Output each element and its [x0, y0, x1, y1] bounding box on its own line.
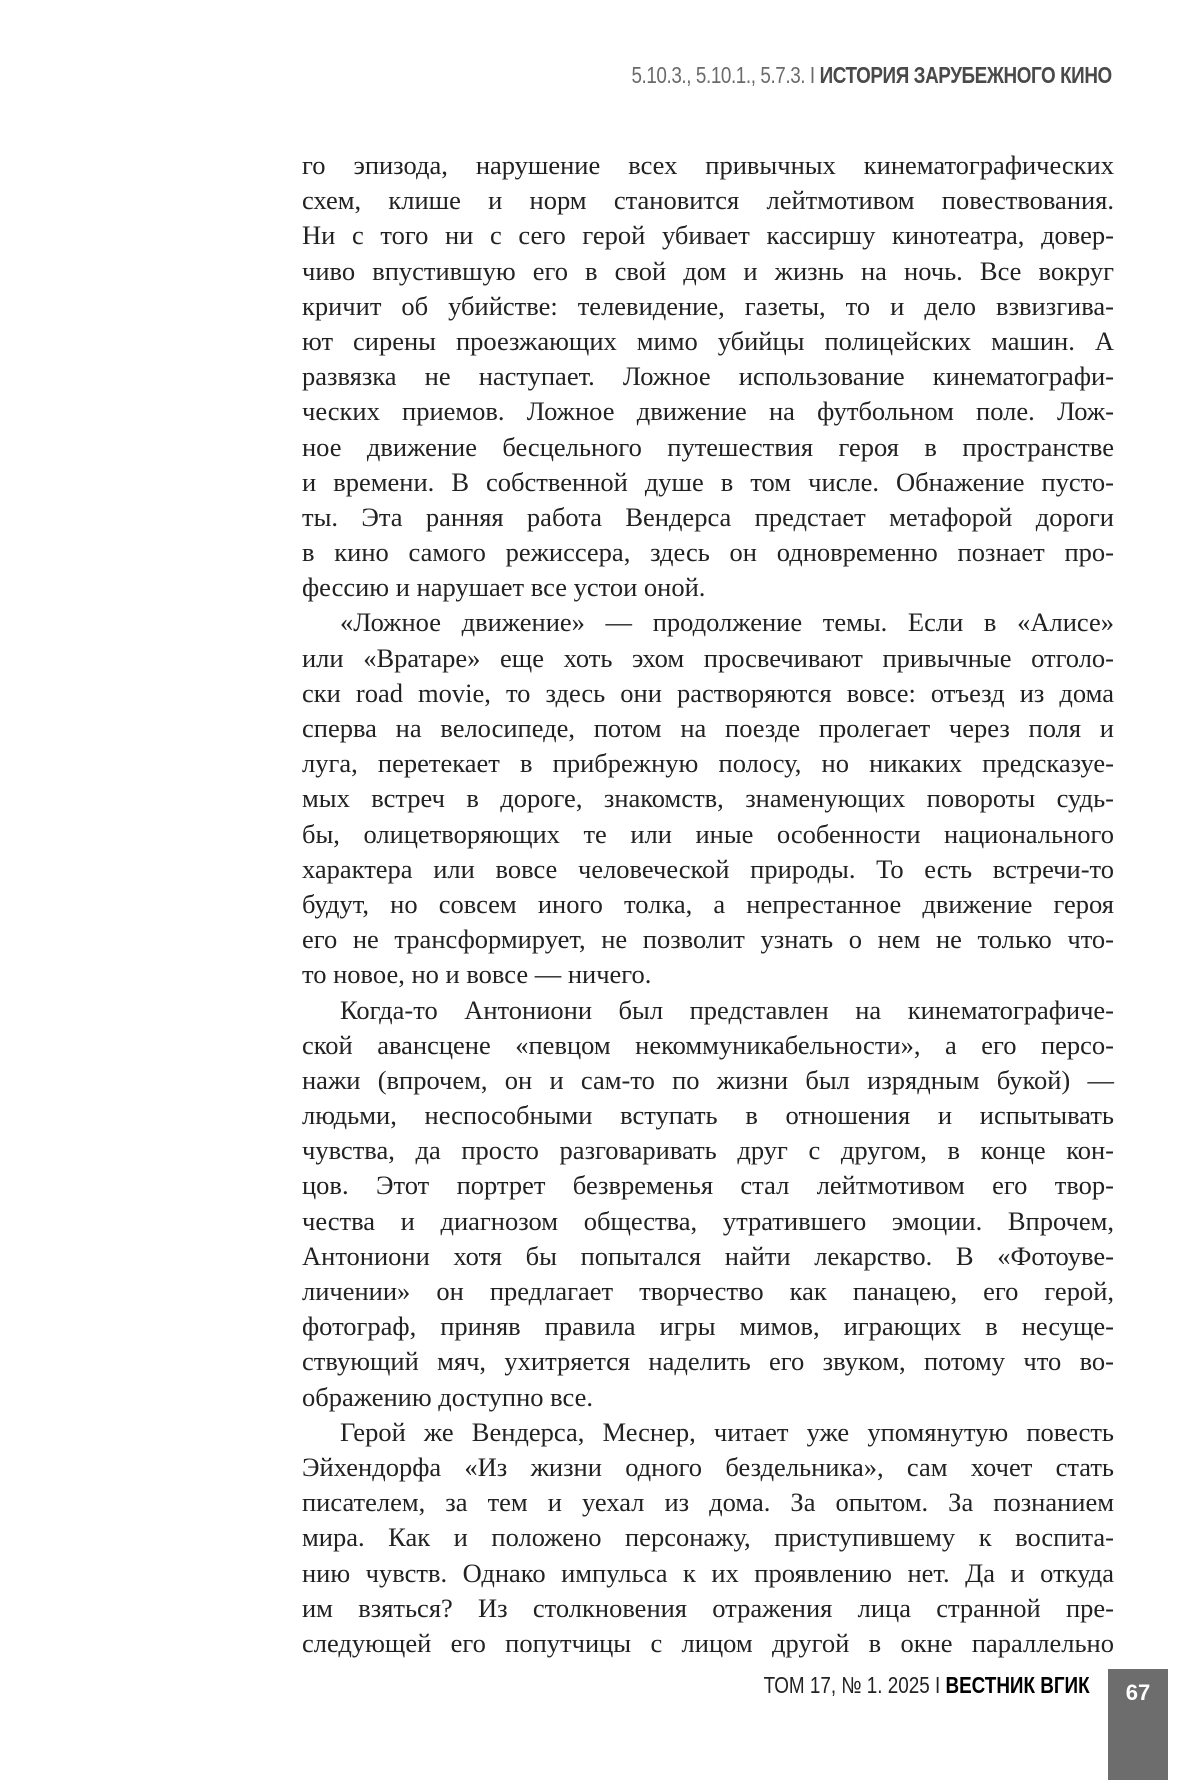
text-line: Герой же Вендерса, Меснер, читает уже упомянутую повесть	[302, 1415, 1114, 1450]
text-line: ски road movie, то здесь они растворяются вовсе: отъезд из дома	[302, 676, 1114, 711]
text-line: ют сирены проезжающих мимо убийцы полицейских машин. А	[302, 324, 1114, 359]
text-line: в кино самого режиссера, здесь он одновременно познает про-	[302, 535, 1114, 570]
footer-issue: ТОМ 17, № 1. 2025 I	[764, 1672, 946, 1698]
text-line: «Ложное движение» — продолжение темы. Если в «Алисе»	[302, 605, 1114, 640]
text-line: чества и диагнозом общества, утратившего эмоции. Впрочем,	[302, 1204, 1114, 1239]
text-line: то новое, но и вовсе — ничего.	[302, 957, 1114, 992]
text-line: развязка не наступает. Ложное использование кинематографи-	[302, 359, 1114, 394]
text-line: ображению доступно все.	[302, 1380, 1114, 1415]
header-section: ИСТОРИЯ ЗАРУБЕЖНОГО КИНО	[820, 62, 1112, 88]
text-line: его не трансформирует, не позволит узнать о нем не только что-	[302, 922, 1114, 957]
text-line: цов. Этот портрет безвременья стал лейтмотивом его твор-	[302, 1168, 1114, 1203]
text-line: им взяться? Из столкновения отражения лица странной пре-	[302, 1591, 1114, 1626]
text-line: Антониони хотя бы попытался найти лекарство. В «Фотоуве-	[302, 1239, 1114, 1274]
text-line: следующей его попутчицы с лицом другой в окне параллельно	[302, 1626, 1114, 1661]
header-codes: 5.10.3., 5.10.1., 5.7.3. I	[632, 62, 820, 88]
text-line: схем, клише и норм становится лейтмотивом повествования.	[302, 183, 1114, 218]
text-line: луга, перетекает в прибрежную полосу, но никаких предсказуе-	[302, 746, 1114, 781]
text-line: кричит об убийстве: телевидение, газеты, то и дело взвизгива-	[302, 289, 1114, 324]
paragraph	[302, 605, 1114, 992]
text-line: ты. Эта ранняя работа Вендерса предстает метафорой дороги	[302, 500, 1114, 535]
running-header	[632, 62, 1112, 89]
text-line: фессию и нарушает все устои оной.	[302, 570, 1114, 605]
paragraph	[302, 1415, 1114, 1661]
text-line: Когда-то Антониони был представлен на кинематографиче-	[302, 993, 1114, 1028]
text-line: ное движение бесцельного путешествия героя в пространстве	[302, 430, 1114, 465]
text-line: будут, но совсем иного толка, а непрестанное движение героя	[302, 887, 1114, 922]
text-line: или «Вратаре» еще хоть эхом просвечивают привычные отголо-	[302, 641, 1114, 676]
article-body	[302, 148, 1114, 1661]
text-line: Эйхендорфа «Из жизни одного бездельника», сам хочет стать	[302, 1450, 1114, 1485]
text-line: мых встреч в дороге, знакомств, знаменующих повороты судь-	[302, 781, 1114, 816]
running-footer	[764, 1672, 1090, 1699]
paragraph	[302, 993, 1114, 1415]
text-line: мира. Как и положено персонажу, приступившему к воспита-	[302, 1520, 1114, 1555]
text-line: ческих приемов. Ложное движение на футбольном поле. Лож-	[302, 394, 1114, 429]
text-line: фотограф, приняв правила игры мимов, играющих в несуще-	[302, 1309, 1114, 1344]
text-line: ской авансцене «певцом некоммуникабельности», а его персо-	[302, 1028, 1114, 1063]
text-line: Ни с того ни с сего герой убивает кассиршу кинотеатра, довер-	[302, 218, 1114, 253]
text-line: бы, олицетворяющих те или иные особенности национального	[302, 817, 1114, 852]
text-line: сперва на велосипеде, потом на поезде пролегает через поля и	[302, 711, 1114, 746]
text-line: чувства, да просто разговаривать друг с другом, в конце кон-	[302, 1133, 1114, 1168]
text-line: нию чувств. Однако импульса к их проявлению нет. Да и откуда	[302, 1556, 1114, 1591]
text-line: и времени. В собственной душе в том числе. Обнажение пусто-	[302, 465, 1114, 500]
paragraph	[302, 148, 1114, 605]
text-line: чиво впустившую его в свой дом и жизнь на ночь. Все вокруг	[302, 254, 1114, 289]
page-number: 67	[1108, 1669, 1168, 1780]
text-line: писателем, за тем и уехал из дома. За опытом. За познанием	[302, 1485, 1114, 1520]
text-line: характера или вовсе человеческой природы. То есть встречи-то	[302, 852, 1114, 887]
text-line: го эпизода, нарушение всех привычных кинематографических	[302, 148, 1114, 183]
footer-journal: ВЕСТНИК ВГИК	[946, 1672, 1090, 1698]
text-line: нажи (впрочем, он и сам-то по жизни был изрядным букой) —	[302, 1063, 1114, 1098]
text-line: личении» он предлагает творчество как панацею, его герой,	[302, 1274, 1114, 1309]
text-line: людьми, неспособными вступать в отношения и испытывать	[302, 1098, 1114, 1133]
text-line: ствующий мяч, ухитряется наделить его звуком, потому что во-	[302, 1344, 1114, 1379]
